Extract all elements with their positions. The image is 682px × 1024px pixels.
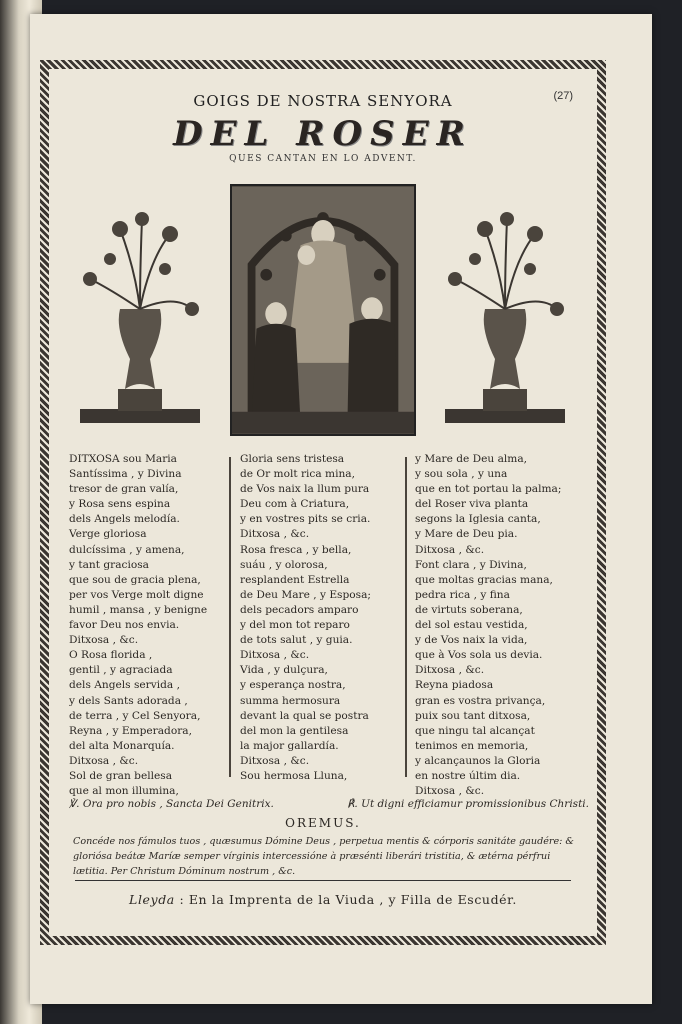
verse-line: Font clara , y Divina, — [415, 558, 527, 571]
title-line-3: QUES CANTAN EN LO ADVENT. — [229, 154, 417, 164]
verse-column-1 — [69, 452, 224, 799]
verse-line: que sou de gracia plena, — [69, 573, 201, 586]
verse-line: dels Angels servida , — [69, 679, 180, 692]
verse-line: per vos Verge molt digne — [69, 588, 204, 601]
verse-line: y tant graciosa — [69, 558, 149, 571]
verse-line: gentil , y agraciada — [69, 664, 173, 677]
verse-line: y de Vos naix la vida, — [415, 634, 528, 647]
verse-line: dels pecadors amparo — [240, 603, 359, 616]
verse-line: del sol estau vestida, — [415, 619, 528, 632]
verse-line: y esperança nostra, — [240, 679, 346, 692]
verse-line: O Rosa florida , — [69, 649, 153, 662]
verse-line: Gloria sens tristesa — [240, 453, 345, 465]
verse-columns — [55, 452, 591, 798]
madonna-woodcut — [230, 184, 416, 436]
verse-line: Ditxosa , &c. — [415, 543, 485, 556]
verse-line: Reyna piadosa — [415, 679, 494, 692]
verse-line: pedra rica , y fina — [415, 588, 510, 601]
imprint-text: : En la Imprenta de la Viuda , y Filla de Escudér. — [179, 892, 517, 907]
verse-line: en nostre últim dia. — [415, 769, 521, 782]
oremus-heading: OREMUS. — [285, 816, 361, 830]
verse-line: suáu , y olorosa, — [240, 558, 328, 571]
verse-line: Santíssima , y Divina — [69, 468, 182, 481]
versicle-response — [69, 798, 589, 810]
prayer-text: Concéde nos fámulos tuos , quæsumus Dómine Deus , perpetua mentis & córporis sanitáte gaudére: & gloriósa beátæ Maríæ semper vírginis intercessióne à præsénti liberári tristitia, & ætérna pérfrui lætitia. Per Christum Dóminum nostrum , &c. — [73, 836, 574, 877]
verse-line: que moltas gracias mana, — [415, 573, 553, 586]
versicle: ℣. Ora pro nobis , Sancta Dei Genitrix. — [69, 798, 274, 810]
verse-line: del alta Monarquía. — [69, 739, 175, 752]
verse-line: resplandent Estrella — [240, 573, 350, 586]
verse-line: summa hermosura — [240, 694, 341, 707]
verse-line: Ditxosa , &c. — [240, 754, 310, 767]
verse-line: Verge gloriosa — [69, 528, 147, 541]
response: ℟. Ut digni efficiamur promissionibus Christi. — [347, 798, 589, 810]
verse-line: Ditxosa , &c. — [415, 664, 485, 677]
verse-line: tenimos en memoria, — [415, 739, 529, 752]
verse-line: segons la Iglesia canta, — [415, 513, 541, 526]
verse-line: que ningu tal alcançat — [415, 724, 535, 737]
verse-column-3 — [415, 452, 591, 799]
verse-line: Ditxosa , &c. — [415, 785, 485, 798]
folio-number: (27) — [553, 90, 573, 102]
verse-line: Ditxosa , &c. — [69, 634, 139, 647]
verse-line: y Rosa sens espina — [69, 498, 171, 511]
verse-line: y sou sola , y una — [415, 468, 508, 481]
verse-line: la major gallardía. — [240, 739, 339, 752]
verse-line: Sou hermosa Lluna, — [240, 769, 348, 782]
column-divider — [229, 457, 231, 777]
title-line-1: GOIGS DE NOSTRA SENYORA — [193, 92, 453, 110]
verse-line: y del mon tot reparo — [240, 619, 350, 632]
imprint — [55, 892, 591, 907]
verse-line: puix sou tant ditxosa, — [415, 709, 531, 722]
verse-line: Sol de gran bellesa — [69, 769, 173, 782]
verse-line: del Roser viva planta — [415, 498, 529, 511]
imprint-city: Lleyda — [129, 892, 175, 907]
verse-line: tresor de gran valía, — [69, 483, 179, 496]
verse-line: Vida , y dulçura, — [240, 664, 328, 677]
flower-vase-icon — [445, 209, 565, 434]
verse-line: de virtuts soberana, — [415, 603, 523, 616]
verse-line: dels Angels melodía. — [69, 513, 180, 526]
verse-line: y en vostres pits se cria. — [240, 513, 371, 526]
verse-line: de Vos naix la llum pura — [240, 483, 370, 496]
verse-line: Rosa fresca , y bella, — [240, 543, 352, 556]
verse-line: DITXOSA sou Maria — [69, 453, 177, 465]
verse-line: de Or molt rica mina, — [240, 468, 355, 481]
verse-line: dulcíssima , y amena, — [69, 543, 185, 556]
verse-line: Ditxosa , &c. — [69, 754, 139, 767]
verse-line: del mon la gentilesa — [240, 724, 349, 737]
verse-line: y Mare de Deu alma, — [415, 453, 528, 465]
verse-line: de tots salut , y guia. — [240, 634, 353, 647]
verse-line: y dels Sants adorada , — [69, 694, 188, 707]
verse-line: que à Vos sola us devia. — [415, 649, 543, 662]
verse-line: que en tot portau la palma; — [415, 483, 562, 496]
verse-line: favor Deu nos envia. — [69, 619, 180, 632]
verse-line: Ditxosa , &c. — [240, 528, 310, 541]
verse-line: y alcançaunos la Gloria — [415, 754, 541, 767]
column-divider — [405, 457, 407, 777]
verse-line: Ditxosa , &c. — [240, 649, 310, 662]
verse-line: humil , mansa , y benigne — [69, 603, 208, 616]
verse-column-2 — [240, 452, 400, 784]
print-content — [55, 74, 591, 930]
title-line-2: DEL ROSER — [173, 114, 473, 154]
verse-line: gran es vostra privança, — [415, 694, 546, 707]
flower-vase-icon — [80, 209, 200, 434]
verse-line: y Mare de Deu pia. — [415, 528, 518, 541]
verse-line: de Deu Mare , y Esposa; — [240, 588, 371, 601]
verse-line: de terra , y Cel Senyora, — [69, 709, 201, 722]
verse-line: Reyna , y Emperadora, — [69, 724, 192, 737]
verse-line: Deu com à Criatura, — [240, 498, 350, 511]
verse-line: que al mon illumina, — [69, 785, 179, 798]
divider — [75, 880, 571, 881]
verse-line: devant la qual se postra — [240, 709, 369, 722]
